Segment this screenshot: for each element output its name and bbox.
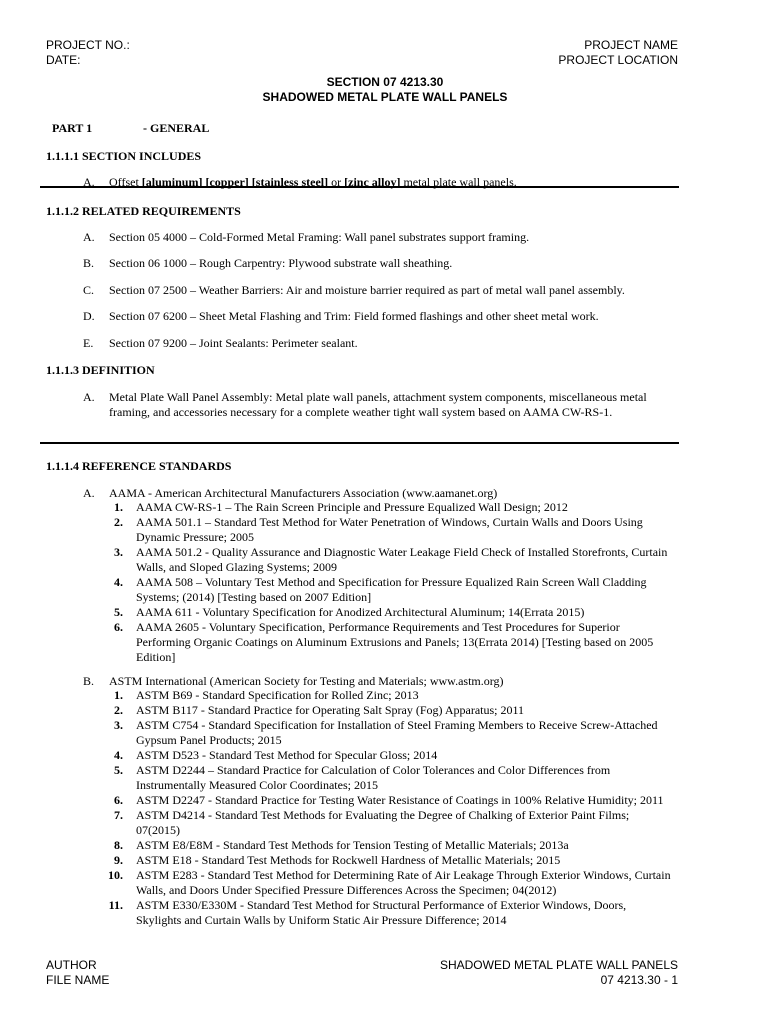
reference-standard-item	[136, 688, 711, 703]
footer-author: AUTHOR	[46, 958, 97, 972]
standard-line: ASTM C754 - Standard Specification for Installation of Steel Framing Members to Receive Screw-Attached	[136, 718, 658, 732]
footer-right	[440, 958, 678, 988]
standard-number: 6.	[114, 793, 123, 807]
list-letter: B.	[83, 256, 95, 270]
reference-standard-item	[136, 515, 711, 545]
reference-standard-item	[136, 748, 711, 763]
reference-standard-item	[136, 718, 711, 748]
standard-number: 7.	[114, 808, 123, 822]
standard-line: ASTM B69 - Standard Specification for Rolled Zinc; 2013	[136, 688, 419, 702]
standard-line: Systems; (2014) [Testing based on 2007 Edition]	[136, 590, 372, 604]
standard-line: AAMA 2605 - Voluntary Specification, Performance Requirements and Test Procedures for Superior	[136, 620, 620, 634]
option-aluminum: [aluminum]	[141, 175, 203, 189]
standard-line: ASTM D2247 - Standard Practice for Testing Water Resistance of Coatings in 100% Relative Humidity; 2011	[136, 793, 664, 807]
standard-number: 11.	[108, 898, 123, 912]
footer-left	[46, 958, 109, 988]
list-letter: A.	[83, 390, 95, 404]
reference-standard-item	[136, 853, 711, 868]
standard-number: 4.	[114, 748, 123, 762]
standard-line: ASTM D4214 - Standard Test Methods for Evaluating the Degree of Chalking of Exterior Paint Films;	[136, 808, 630, 822]
standard-number: 9.	[114, 853, 123, 867]
standard-number: 8.	[114, 838, 123, 852]
section-includes-heading: 1.1.1.1 SECTION INCLUDES	[46, 149, 202, 163]
list-letter: E.	[83, 336, 94, 350]
reference-standard-item	[136, 500, 711, 515]
option-zinc-alloy: [zinc alloy]	[344, 175, 401, 189]
standard-number: 3.	[114, 545, 123, 559]
standard-number: 2.	[114, 703, 123, 717]
aama-group-title: AAMA - American Architectural Manufacturers Association (www.aamanet.org)	[109, 486, 498, 500]
standard-number: 6.	[114, 620, 123, 634]
standard-line: Edition]	[136, 650, 176, 664]
reference-standard-item	[136, 605, 711, 620]
divider	[40, 186, 679, 188]
list-letter: A.	[83, 230, 95, 244]
standard-number: 5.	[114, 605, 123, 619]
reference-standard-item	[136, 808, 711, 838]
standard-line: Performing Organic Coatings on Aluminum Extrusions and Panels; 13(Errata 2014) [Testing based on 2005	[136, 635, 654, 649]
standard-line: AAMA 508 – Voluntary Test Method and Specification for Pressure Equalized Rain Screen Wall Cladding	[136, 575, 647, 589]
standard-number: 2.	[114, 515, 123, 529]
footer-section-title: SHADOWED METAL PLATE WALL PANELS	[439, 958, 678, 972]
footer-page-number: 07 4213.30 - 1	[600, 973, 678, 987]
standard-number: 4.	[114, 575, 123, 589]
project-location: PROJECT LOCATION	[558, 53, 678, 67]
date-label: DATE:	[46, 53, 81, 67]
project-name: PROJECT NAME	[584, 38, 678, 52]
option-stainless-steel: [stainless steel]	[251, 175, 329, 189]
reference-standard-item	[136, 838, 711, 853]
text-prefix: Offset	[109, 175, 142, 189]
standard-line: ASTM E8/E8M - Standard Test Methods for Tension Testing of Metallic Materials; 2013a	[136, 838, 569, 852]
standard-number: 1.	[114, 500, 123, 514]
standard-line: Walls, and Doors Under Specified Pressure Differences Across the Specimen; 04(2012)	[136, 883, 557, 897]
standard-line: ASTM E330/E330M - Standard Test Method for Structural Performance of Exterior Windows, Doors,	[136, 898, 627, 912]
reference-standards-heading: 1.1.1.4 REFERENCE STANDARDS	[46, 459, 232, 473]
standard-line: AAMA 501.2 - Quality Assurance and Diagnostic Water Leakage Field Check of Installed Storefronts, Curtain	[136, 545, 668, 559]
standard-number: 10.	[108, 868, 123, 882]
standard-line: ASTM E18 - Standard Test Methods for Rockwell Hardness of Metallic Materials; 2015	[136, 853, 561, 867]
reference-standard-item	[136, 545, 711, 575]
related-requirement-item: Section 07 6200 – Sheet Metal Flashing and Trim: Field formed flashings and other sheet metal work.	[109, 309, 599, 323]
list-letter: C.	[83, 283, 95, 297]
standard-line: AAMA 611 - Voluntary Specification for Anodized Architectural Aluminum; 14(Errata 2015)	[136, 605, 585, 619]
reference-standard-item	[136, 575, 711, 605]
standard-line: Dynamic Pressure; 2005	[136, 530, 254, 544]
text-suffix: metal plate wall panels.	[400, 175, 517, 189]
definition-heading: 1.1.1.3 DEFINITION	[46, 363, 155, 377]
standard-number: 3.	[114, 718, 123, 732]
standard-line: AAMA 501.1 – Standard Test Method for Water Penetration of Windows, Curtain Walls and Doors Using	[136, 515, 643, 529]
standard-line: Gypsum Panel Products; 2015	[136, 733, 282, 747]
reference-standard-item	[136, 898, 711, 928]
list-letter: A.	[83, 486, 95, 500]
section-title-block	[0, 75, 770, 105]
related-requirement-item: Section 05 4000 – Cold-Formed Metal Framing: Wall panel substrates support framing.	[109, 230, 530, 244]
reference-standard-item	[136, 793, 711, 808]
header-left	[46, 38, 130, 68]
header-right	[558, 38, 678, 68]
related-requirement-item: Section 07 9200 – Joint Sealants: Perimeter sealant.	[109, 336, 358, 350]
related-requirements-heading: 1.1.1.2 RELATED REQUIREMENTS	[46, 204, 241, 218]
reference-standard-item	[136, 703, 711, 718]
definition-line: framing, and accessories necessary for a complete weather tight wall system based on AAMA CW-RS-1.	[109, 405, 613, 419]
definition-line: Metal Plate Wall Panel Assembly: Metal plate wall panels, attachment system components, miscellaneous metal	[109, 390, 647, 404]
part-title: - GENERAL	[143, 121, 210, 135]
option-copper: [copper]	[205, 175, 249, 189]
footer-file-name: FILE NAME	[46, 973, 110, 987]
definition-item	[109, 390, 709, 420]
reference-standard-item	[136, 620, 711, 665]
standard-line: Skylights and Curtain Walls by Uniform Static Air Pressure Difference; 2014	[136, 913, 507, 927]
standard-number: 5.	[114, 763, 123, 777]
standard-number: 1.	[114, 688, 123, 702]
standard-line: ASTM B117 - Standard Practice for Operating Salt Spray (Fog) Apparatus; 2011	[136, 703, 525, 717]
part-label: PART 1	[52, 121, 93, 135]
standard-line: ASTM D2244 – Standard Practice for Calculation of Color Tolerances and Color Differences from	[136, 763, 611, 777]
project-no-label: PROJECT NO.:	[46, 38, 130, 52]
text-or: or	[328, 175, 345, 189]
list-letter: A.	[83, 175, 95, 189]
section-number: SECTION 07 4213.30	[326, 75, 444, 89]
section-title: SHADOWED METAL PLATE WALL PANELS	[262, 90, 508, 104]
reference-standard-item	[136, 868, 711, 898]
standard-line: ASTM D523 - Standard Test Method for Specular Gloss; 2014	[136, 748, 438, 762]
standard-line: Walls, and Sloped Glazing Systems; 2009	[136, 560, 338, 574]
astm-group-title: ASTM International (American Society for Testing and Materials; www.astm.org)	[109, 674, 504, 688]
list-letter: D.	[83, 309, 95, 323]
standard-line: Instrumentally Measured Color Coordinates; 2015	[136, 778, 378, 792]
divider	[40, 442, 679, 444]
list-letter: B.	[83, 674, 95, 688]
standard-line: 07(2015)	[136, 823, 180, 837]
standard-line: ASTM E283 - Standard Test Method for Determining Rate of Air Leakage Through Exterior Windows, Curtain	[136, 868, 671, 882]
reference-standard-item	[136, 763, 711, 793]
related-requirement-item: Section 06 1000 – Rough Carpentry: Plywood substrate wall sheathing.	[109, 256, 453, 270]
related-requirement-item: Section 07 2500 – Weather Barriers: Air and moisture barrier required as part of metal wall panel assembly.	[109, 283, 625, 297]
standard-line: AAMA CW-RS-1 – The Rain Screen Principle and Pressure Equalized Wall Design; 2012	[136, 500, 568, 514]
